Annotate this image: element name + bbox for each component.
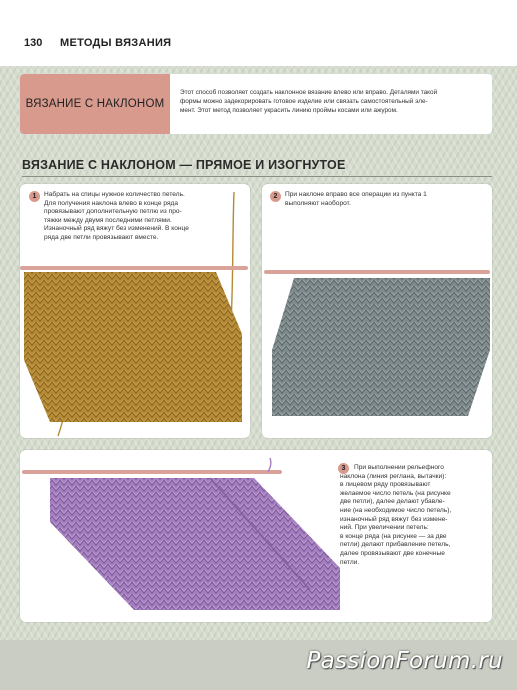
step-1-line: тяжки между двумя последними петлями. [44,216,172,224]
intro-line: мент. Этот метод позволяет украсить линию проймы косами или ажуром. [180,107,398,114]
section-divider [22,176,492,177]
step-3-text-body [340,473,490,568]
watermark: PassionForum.ru [306,648,503,674]
step-3-line: При выполнении рельефного [354,464,444,471]
step-3-line: далее провязывают две конечные [340,549,445,557]
step-3-line: ний. При увеличении петель: [340,524,429,532]
header-band [0,0,517,66]
step-1-line: Набрать на спицы нужное количество петель. [44,191,185,198]
step-3-line: петли. [340,558,360,566]
knitted-swatch [272,278,490,416]
step-panel-3 [20,450,492,622]
step-panel-2 [262,184,492,438]
step-1-line: Для получения наклона влево в конце ряда [44,199,179,207]
step-panel-1 [20,184,250,438]
step-number-badge: 2 [270,191,281,202]
intro-line: Этот способ позволяет создать наклонное вязание влево или вправо. Деталями такой [180,89,438,96]
knitted-swatch [24,272,242,422]
page-number: 130 [24,37,43,49]
step-1-line: Изнаночный ряд вяжут без изменений. В конце [44,225,189,233]
step-2-line: При наклоне вправо все операции из пункта 1 [285,191,427,198]
step-3-line: две петли), далее делают убавле- [340,498,445,506]
step-2-line: выполняют наоборот. [285,199,351,207]
step-3-line: желаемое число петель (на рисунке [340,489,451,497]
step-3-line: ние (на необходимое число петель), [340,506,452,514]
knitting-needle [22,470,282,474]
section-title: ВЯЗАНИЕ С НАКЛОНОМ — ПРЯМОЕ И ИЗОГНУТОЕ [22,158,346,172]
step-3-line: петли) делают прибавление петель, [340,541,451,549]
chapter-title: МЕТОДЫ ВЯЗАНИЯ [60,37,172,49]
intro-text [180,88,486,115]
step-number-badge: 3 [338,463,349,474]
step-2-swatch-illustration [262,184,492,438]
step-3-text [340,464,490,473]
step-3-line: изнаночный ряд вяжут без измене- [340,515,448,523]
step-1-swatch-illustration [20,184,250,438]
knitting-needle [20,266,248,270]
step-number-badge: 1 [29,191,40,202]
step-1-line: ряда две петли провязывают вместе. [44,233,159,241]
step-3-line: в конце ряда (на рисунке — за две [340,532,447,540]
intro-title-box [20,74,170,134]
intro-title: ВЯЗАНИЕ С НАКЛОНОМ [25,98,165,110]
step-1-line: провязывают дополнительную петлю из про- [44,208,182,216]
knitted-swatch [50,478,340,610]
step-3-line: наклона (линия реглана, вытачки): [340,472,447,480]
knitting-needle [264,270,490,274]
intro-line: формы можно задекорировать готовое изделие или связать самостоятельный эле- [180,98,428,105]
yarn-strand [268,458,271,472]
step-3-line: в лицевом ряду провязывают [340,481,431,489]
